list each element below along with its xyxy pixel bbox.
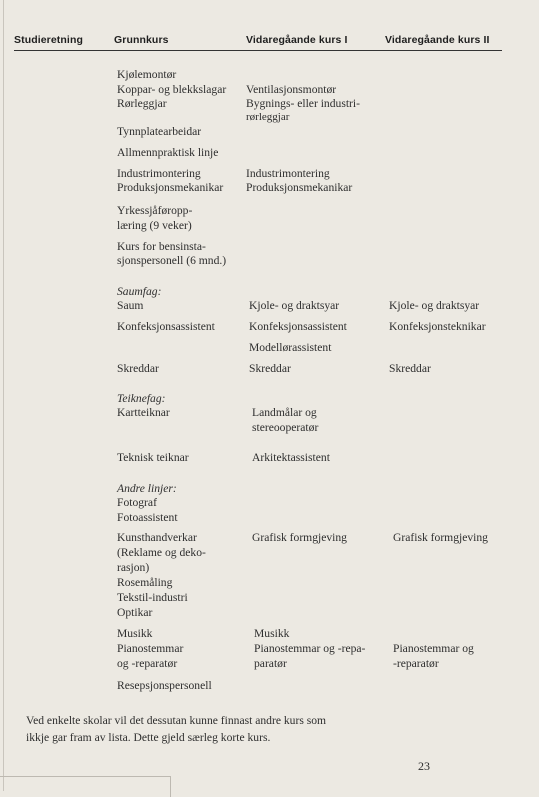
course-vk1: Bygnings- eller industri- [246,97,360,110]
course-grunnkurs: Kartteiknar [117,406,170,419]
course-grunnkurs: Kurs for bensinsta- [117,240,206,253]
course-grunnkurs: Yrkessjåføropp- [117,204,193,217]
course-grunnkurs: Produksjonsmekanikar [117,181,224,194]
course-grunnkurs: Skreddar [117,362,159,375]
course-grunnkurs: Industrimontering [117,167,201,180]
header-grunnkurs: Grunnkurs [114,34,169,46]
section-heading-saumfag: Saumfag: [117,285,162,298]
course-vk1: Musikk [254,627,290,640]
footnote-line: ikkje gar fram av lista. Dette gjeld særleg korte kurs. [26,731,271,744]
course-grunnkurs: Allmennpraktisk linje [117,146,219,159]
course-vk2: Skreddar [389,362,431,375]
header-rule [14,50,502,51]
course-grunnkurs: læring (9 veker) [117,219,192,232]
course-vk1: Konfeksjonsassistent [249,320,347,333]
course-grunnkurs: og -reparatør [117,657,178,670]
footnote-line: Ved enkelte skolar vil det dessutan kunne finnast andre kurs som [26,714,327,727]
course-grunnkurs: Koppar- og blekkslagar [117,83,227,96]
course-vk1: Pianostemmar og -repa- [254,642,366,655]
course-grunnkurs: Teknisk teiknar [117,451,189,464]
course-grunnkurs: (Reklame og deko- [117,546,206,559]
course-grunnkurs: rasjon) [117,561,150,574]
course-vk1: paratør [254,657,287,670]
header-studieretning: Studieretning [14,34,83,46]
course-grunnkurs: Kunsthandverkar [117,531,197,544]
course-vk1: Ventilasjonsmontør [246,83,337,96]
course-grunnkurs: Tynnplatearbeidar [117,125,202,138]
course-vk2: Konfeksjonsteknikar [389,320,486,333]
course-vk1: Skreddar [249,362,291,375]
course-grunnkurs: Optikar [117,606,153,619]
course-grunnkurs: Tekstil-industri [117,591,188,604]
course-vk2: Pianostemmar og [393,642,474,655]
page-number: 23 [418,759,430,773]
course-grunnkurs: Konfeksjonsassistent [117,320,215,333]
course-grunnkurs: Fotograf [117,496,157,509]
course-vk1: Modellørassistent [249,341,332,354]
course-vk1: Landmålar og [252,406,317,419]
course-grunnkurs: Fotoassistent [117,511,178,524]
footnote [26,712,446,746]
course-vk1: Produksjonsmekanikar [246,181,353,194]
course-grunnkurs: Musikk [117,627,153,640]
course-vk1: Kjole- og draktsyar [249,299,340,312]
section-heading-andre-linjer: Andre linjer: [117,482,177,495]
page-edge [3,0,4,791]
course-vk1: rørleggjar [246,111,290,123]
course-grunnkurs: Pianostemmar [117,642,184,655]
course-vk1: stereooperatør [252,421,319,434]
header-vk2: Vidaregåande kurs II [385,34,490,46]
course-vk2: -reparatør [393,657,439,670]
course-grunnkurs: Saum [117,299,144,312]
section-heading-teiknefag: Teiknefag: [117,392,166,405]
course-grunnkurs: Rosemåling [117,576,173,589]
course-vk1: Arkitektassistent [252,451,330,464]
course-grunnkurs: sjonspersonell (6 mnd.) [117,254,227,267]
course-vk1: Grafisk formgjeving [252,531,347,544]
course-grunnkurs: Rørleggjar [117,97,167,110]
header-vk1: Vidaregåande kurs I [246,34,348,46]
course-vk1: Industrimontering [246,167,330,180]
corner-frame [0,776,171,797]
course-grunnkurs: Kjølemontør [117,68,177,81]
course-vk2: Kjole- og draktsyar [389,299,480,312]
course-grunnkurs: Resepsjonspersonell [117,679,212,692]
course-vk2: Grafisk formgjeving [393,531,488,544]
